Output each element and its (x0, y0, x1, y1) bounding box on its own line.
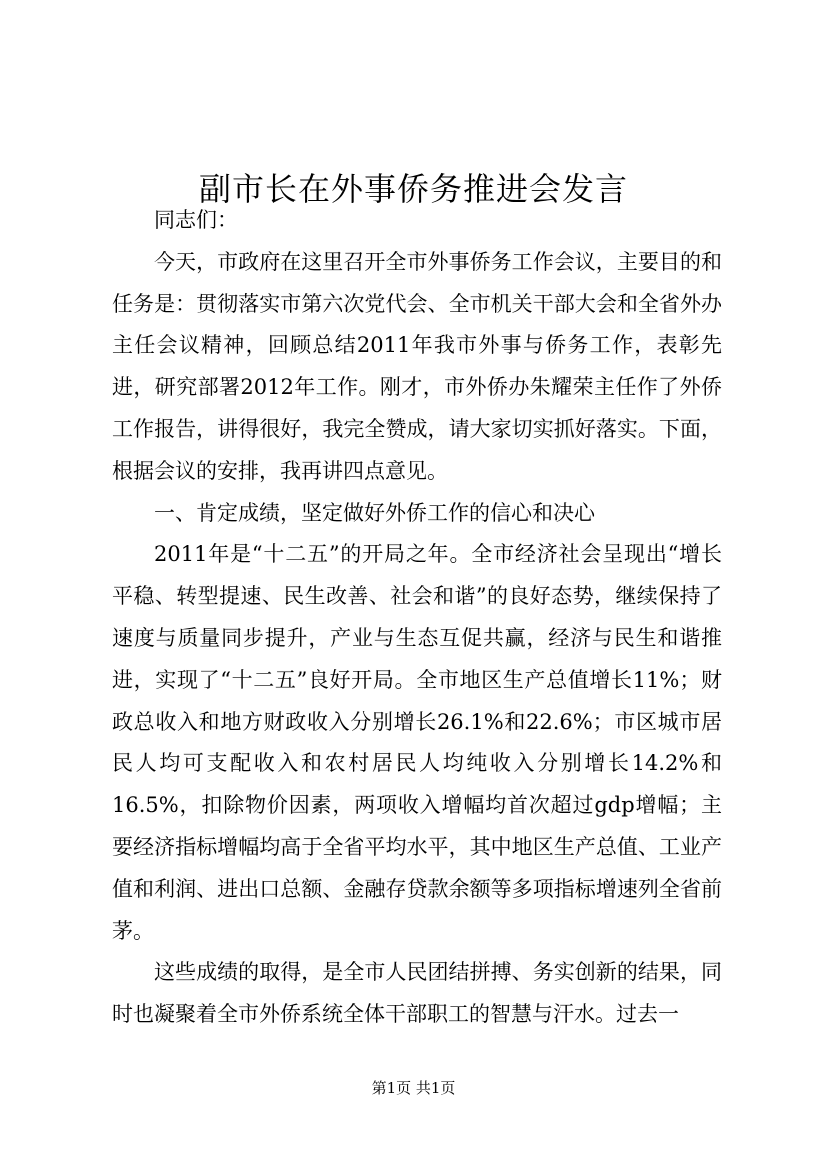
page-footer: 第1页 共1页 (371, 1079, 456, 1097)
paragraph-intro: 今天，市政府在这里召开全市外事侨务工作会议，主要目的和任务是：贯彻落实市第六次党代会、全市机关干部大会和全省外办主任会议精神，回顾总结2011年我市外事与侨务工作，表彰先进，研究部署2012年工作。刚才，市外侨办朱耀荣主任作了外侨工作报告，讲得很好，我完全赞成，请大家切实抓好落实。下面，根据会议的安排，我再讲四点意见。 (112, 249, 722, 483)
section-heading-1: 一、肯定成绩，坚定做好外侨工作的信心和决心 (154, 500, 595, 525)
salutation: 同志们： (154, 208, 238, 232)
document-title: 副市长在外事侨务推进会发言 (198, 170, 628, 209)
paragraph-achievements: 2011年是“十二五”的开局之年。全市经济社会呈现出“增长平稳、转型提速、民生改善、社会和谐”的良好态势，继续保持了速度与质量同步提升，产业与生态互促共赢，经济与民生和谐推进，实现了“十二五”良好开局。全市地区生产总值增长11%；财政总收入和地方财政收入分别增长26.1%和22.6%；市区城市居民人均可支配收入和农村居民人均纯收入分别增长14.2%和16.5%，扣除物价因素，两项收入增幅均首次超过gdp增幅；主要经济指标增幅均高于全省平均水平，其中地区生产总值、工业产值和利润、进出口总额、金融存贷款余额等多项指标增速列全省前茅。 (112, 542, 722, 943)
paragraph-conclusion: 这些成绩的取得，是全市人民团结拼搏、务实创新的结果，同时也凝聚着全市外侨系统全体干部职工的智慧与汗水。过去一 (112, 960, 722, 1027)
document-body (112, 200, 722, 1036)
